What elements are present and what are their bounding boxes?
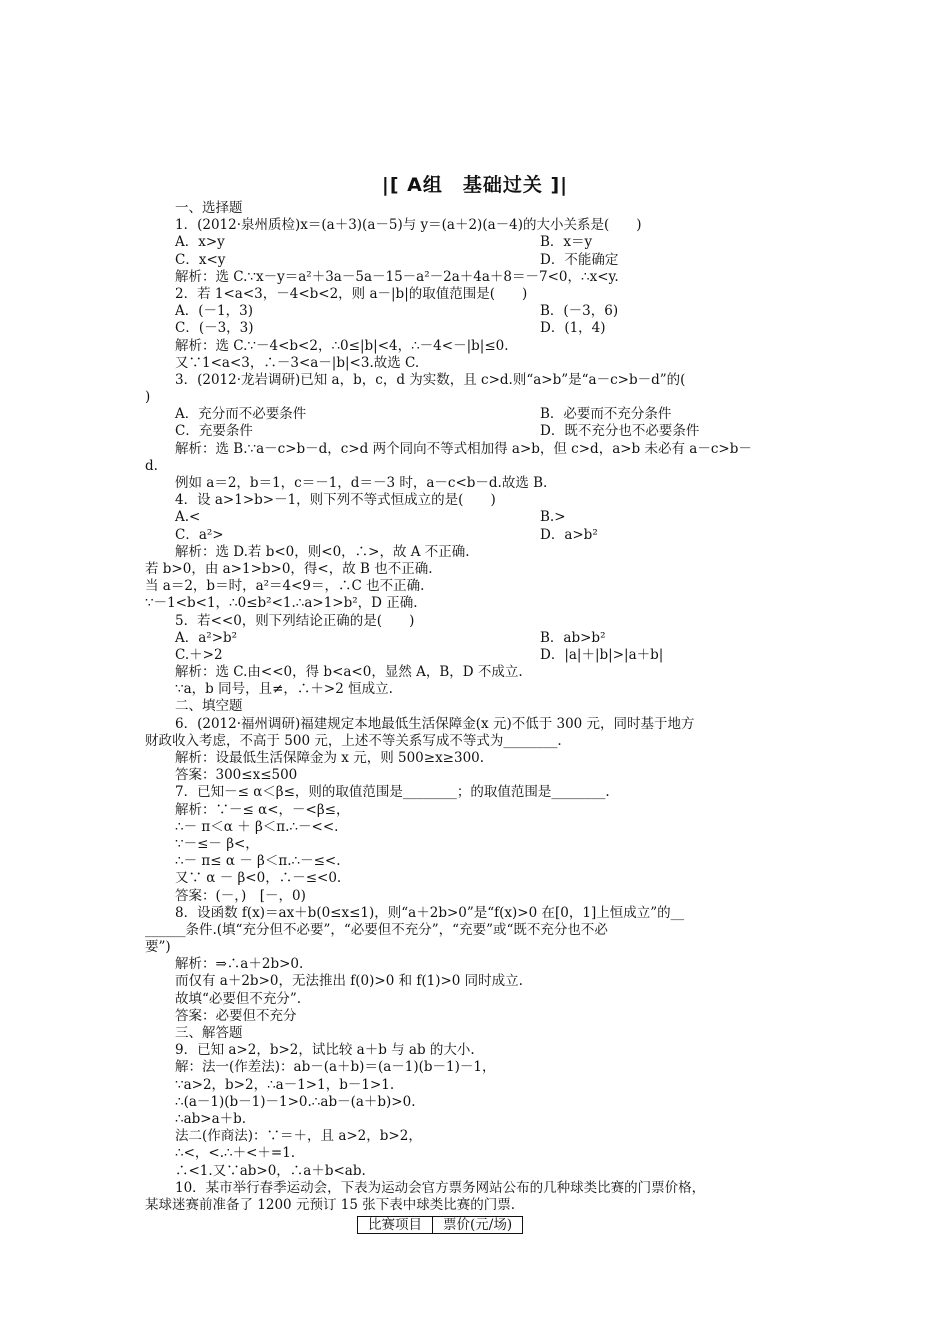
question-6: 6．(2012·福州调研)福建规定本地最低生活保障金(x 元)不低于 300 元，同时基于地方 xyxy=(175,715,695,732)
answer-line: 答案：300≤x≤500 xyxy=(175,767,298,784)
option-b: B.> xyxy=(540,509,566,526)
option-a: A．(－1，3) xyxy=(175,303,253,320)
option-row xyxy=(145,509,805,526)
option-row xyxy=(145,303,805,320)
left-bracket: |[ xyxy=(381,174,400,196)
solution-line: 解析：选 B.∵a－c>b－d，c>d 两个同向不等式相加得 a>b，但 c>d，a>b 未必有 a－c>b－ xyxy=(175,440,752,457)
option-row xyxy=(145,252,805,269)
option-row xyxy=(145,647,805,664)
solution-line: 例如 a＝2，b＝1，c＝－1，d＝－3 时，a－c<b－d.故选 B. xyxy=(175,475,548,491)
solution-line: 解析：⇒∴a＋2b>0. xyxy=(175,956,304,973)
section-heading: 二、填空题 xyxy=(175,698,243,715)
option-row xyxy=(145,527,805,544)
solution-line-cont: d. xyxy=(145,457,158,474)
solution-line: ∴－ π≤ α － β＜π.∴－≤<. xyxy=(175,853,341,870)
option-a: A．充分而不必要条件 xyxy=(175,406,307,423)
solution-line: 若 b>0，由 a>1>b>0，得<，故 B 也不正确. xyxy=(145,560,433,577)
solution-line: 解：法一(作差法)：ab－(a＋b)＝(a－1)(b－1)－1， xyxy=(175,1059,496,1076)
question-8-cont: ______条件.(填“充分但不必要”，“必要但不充分”，“充要”或“既不充分也不必 xyxy=(145,921,608,938)
option-c: C．充要条件 xyxy=(175,423,253,440)
question-4: 4．设 a>1>b>－1，则下列不等式恒成立的是( ) xyxy=(175,492,496,509)
question-9: 9．已知 a>2，b>2，试比较 a＋b 与 ab 的大小. xyxy=(175,1042,475,1059)
option-d: D．|a|＋|b|>|a＋b| xyxy=(540,646,664,663)
option-b: B．ab>b² xyxy=(540,629,606,646)
option-b: B．(－3，6) xyxy=(540,303,619,320)
option-row xyxy=(145,320,805,337)
solution-line: 解析：选 C.由<<0，得 b<a<0，显然 A，B，D 不成立. xyxy=(175,664,523,681)
section-title: A组 基础过关 xyxy=(407,174,543,196)
option-c: C．x<y xyxy=(175,251,226,268)
option-d: D．不能确定 xyxy=(540,251,619,268)
solution-line: 解析：选 C.∵x－y＝a²＋3a－5a－15－a²－2a＋4a＋8＝－7<0，∴x<y. xyxy=(175,268,619,285)
option-c: C.＋>2 xyxy=(175,646,223,663)
document-body xyxy=(145,200,805,1234)
option-a: A．a²>b² xyxy=(175,629,238,646)
option-c: C．a²> xyxy=(175,526,224,543)
solution-line: ∵－≤－ β<， xyxy=(175,835,259,852)
solution-line: 故填“必要但不充分”. xyxy=(175,990,302,1007)
answer-line: 答案：必要但不充分 xyxy=(175,1007,297,1024)
solution-line: ∴ab>a＋b. xyxy=(175,1110,247,1127)
option-row xyxy=(145,423,805,440)
right-bracket: ]| xyxy=(550,174,569,196)
table-header-cell: 比赛项目 xyxy=(358,1217,433,1234)
solution-line: 解析：∵－≤ α<，－<β≤， xyxy=(175,801,350,818)
question-8: 8．设函数 f(x)＝ax＋b(0≤x≤1)，则“a＋2b>0”是“f(x)>0 在[0，1]上恒成立”的__ xyxy=(175,904,685,921)
solution-line: ∴<1.又∵ab>0，∴a＋b<ab. xyxy=(175,1162,366,1179)
question-5: 5．若<<0，则下列结论正确的是( ) xyxy=(175,612,415,629)
option-d: D．既不充分也不必要条件 xyxy=(540,423,700,440)
solution-line: 法二(作商法)：∵＝＋，且 a>2，b>2， xyxy=(175,1128,422,1145)
ticket-price-table xyxy=(357,1216,523,1234)
solution-line: ∵－1<b<1，∴0≤b²<1.∴a>1>b²，D 正确. xyxy=(145,595,418,612)
option-b: B．必要而不充分条件 xyxy=(540,406,672,423)
solution-line: 当 a＝2，b＝时，a²＝4<9＝，∴C 也不正确. xyxy=(145,578,425,595)
option-b: B．x＝y xyxy=(540,234,593,251)
solution-line: 解析：选 D.若 b<0，则<0，∴>，故 A 不正确. xyxy=(175,543,470,560)
question-3-cont: ) xyxy=(145,389,151,406)
solution-line: 又∵ α － β<0，∴－≤<0. xyxy=(175,870,342,887)
table-header-cell: 票价(元/场) xyxy=(433,1217,523,1234)
section-heading: 一、选择题 xyxy=(175,200,243,216)
section-heading: 三、解答题 xyxy=(175,1025,243,1041)
question-10: 10．某市举行春季运动会，下表为运动会官方票务网站公布的几种球类比赛的门票价格， xyxy=(175,1179,706,1196)
question-3: 3．(2012·龙岩调研)已知 a，b，c，d 为实数，且 c>d.则“a>b”是“a－c>b－d”的( xyxy=(175,371,686,388)
solution-line: ∴(a－1)(b－1)－1>0.∴ab－(a＋b)>0. xyxy=(175,1093,416,1110)
question-8-cont: 要”) xyxy=(145,939,171,956)
solution-line: ∵a，b 同号，且≠，∴＋>2 恒成立. xyxy=(175,681,393,698)
question-6-cont: 财政收入考虑，不高于 500 元，上述不等关系写成不等式为________. xyxy=(145,732,562,749)
option-row xyxy=(145,406,805,423)
question-10-cont: 某球迷赛前准备了 1200 元预订 15 张下表中球类比赛的门票. xyxy=(145,1196,515,1213)
option-row xyxy=(145,630,805,647)
solution-line: 又∵1<a<3，∴－3<a－|b|<3.故选 C. xyxy=(175,354,420,371)
solution-line: 而仅有 a＋2b>0，无法推出 f(0)>0 和 f(1)>0 同时成立. xyxy=(175,973,523,990)
option-row xyxy=(145,234,805,251)
question-1: 1．(2012·泉州质检)x＝(a＋3)(a－5)与 y＝(a＋2)(a－4)的大小关系是( ) xyxy=(175,217,642,234)
solution-line: 解析：选 C.∵－4<b<2，∴0≤|b|<4，∴－4<－|b|≤0. xyxy=(175,337,509,354)
option-a: A.< xyxy=(175,509,201,526)
solution-line: 解析：设最低生活保障金为 x 元，则 500≥x≥300. xyxy=(175,750,485,766)
option-c: C．(－3，3) xyxy=(175,320,254,337)
option-d: D．a>b² xyxy=(540,526,598,543)
option-a: A．x>y xyxy=(175,234,225,251)
table-header-row xyxy=(358,1217,523,1234)
answer-line: 答案：(－，) [－，0) xyxy=(175,887,306,904)
section-header xyxy=(0,170,950,197)
solution-line: ∴－ π＜α ＋ β＜π.∴－<<. xyxy=(175,818,339,835)
solution-line: ∴<，<.∴＋<＋=1. xyxy=(175,1145,296,1162)
question-7: 7．已知－≤ α＜β≤，则的取值范围是________；的取值范围是________. xyxy=(175,784,610,801)
solution-line: ∵a>2，b>2，∴a－1>1，b－1>1. xyxy=(175,1076,395,1093)
option-d: D．(1，4) xyxy=(540,320,606,337)
question-2: 2．若 1<a<3，－4<b<2，则 a－|b|的取值范围是( ) xyxy=(175,285,528,302)
